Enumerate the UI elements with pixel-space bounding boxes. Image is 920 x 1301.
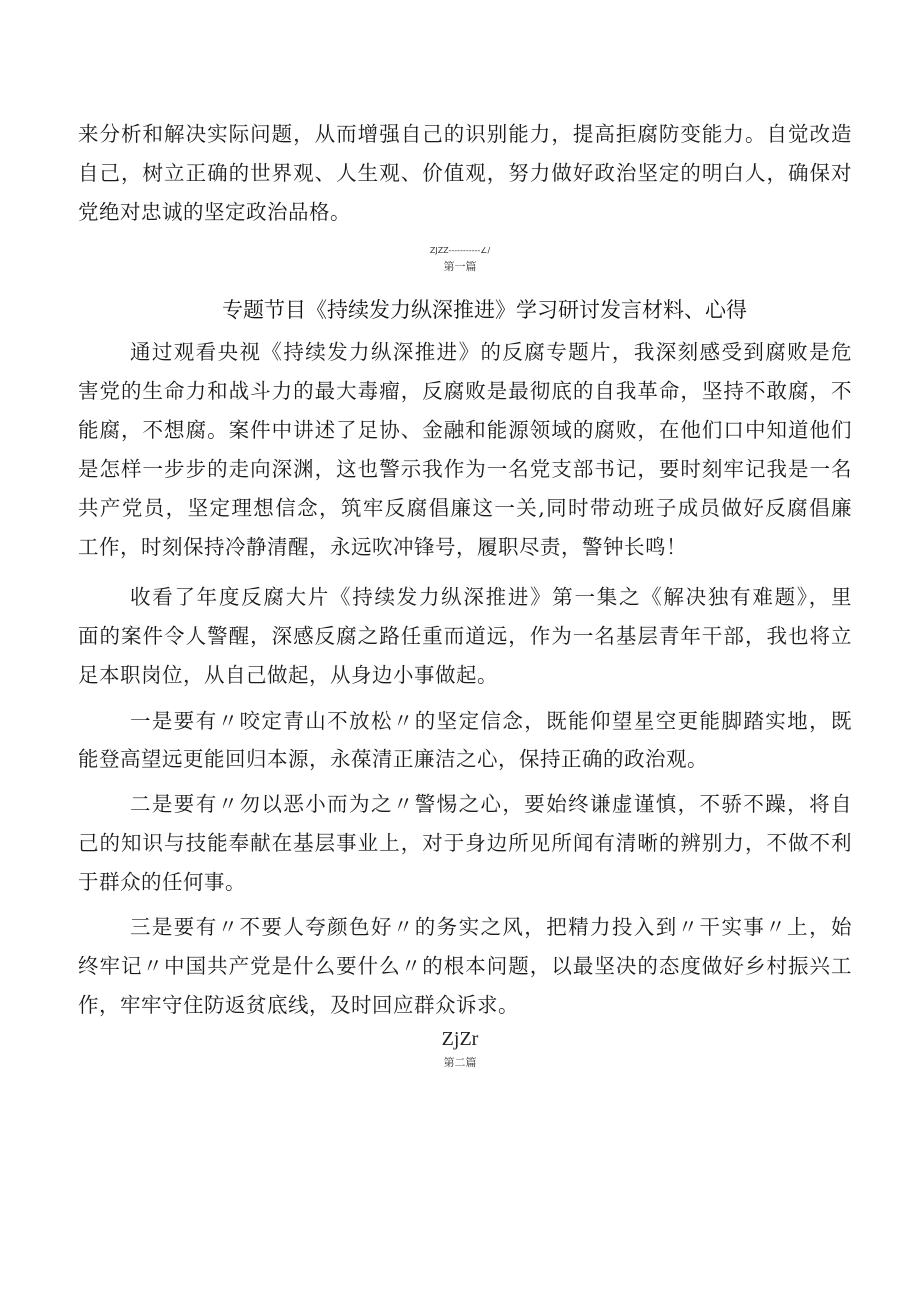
- text-line: 是怎样一步步的走向深渊，这也警示我作为一名党支部书记，要时刻牢记我是一名: [78, 457, 852, 481]
- section-mark: ZjZr: [441, 1028, 479, 1050]
- text-line: 一是要有〃咬定青山不放松〃的坚定信念，既能仰望星空更能脚踏实地，既: [130, 709, 852, 733]
- article-title: 专题节目《持续发力纵深推进》学习研讨发言材料、心得: [222, 298, 747, 322]
- text-line: 害党的生命力和战斗力的最大毒瘤，反腐败是最彻底的自我革命，坚持不敢腐，不: [78, 379, 852, 403]
- text-line: 能腐，不想腐。案件中讲述了足协、金融和能源领域的腐败，在他们口中知道他们: [78, 418, 852, 442]
- section-label: 第二篇: [443, 1056, 477, 1069]
- text-line: 终牢记〃中国共产党是什么要什么〃的根本问题，以最坚决的态度做好乡村振兴工: [78, 954, 852, 978]
- text-line: 收看了年度反腐大片《持续发力纵深推进》第一集之《解决独有难题》，里: [130, 585, 852, 609]
- text-line: 足本职岗位，从自己做起，从身边小事做起。: [78, 663, 498, 687]
- text-line: 己的知识与技能奉献在基层事业上，对于身边所见所闻有清晰的辨别力，不做不利: [78, 831, 852, 855]
- text-line: 三是要有〃不要人夸颜色好〃的务实之风，把精力投入到〃干实事〃上，始: [130, 915, 852, 939]
- section-mark: ZJZZ-----------∠/: [429, 246, 491, 255]
- text-line: 能登高望远更能回归本源，永葆清正廉洁之心，保持正确的政治观。: [78, 747, 708, 771]
- text-line: 面的案件令人警醒，深感反腐之路任重而道远，作为一名基层青年干部，我也将立: [78, 624, 852, 648]
- text-line: 工作，时刻保持冷静清醒，永远吹冲锋号，履职尽责，警钟长鸣！: [78, 535, 687, 559]
- text-line: 共产党员，坚定理想信念，筑牢反腐倡廉这一关,同时带动班子成员做好反腐倡廉: [78, 496, 852, 520]
- text-line: 党绝对忠诚的坚定政治品格。: [78, 200, 351, 224]
- section-label: 第一篇: [443, 260, 477, 273]
- text-line: 作，牢牢守住防返贫底线，及时回应群众诉求。: [78, 993, 519, 1017]
- text-line: 通过观看央视《持续发力纵深推进》的反腐专题片，我深刻感受到腐败是危: [130, 340, 852, 364]
- text-line: 来分析和解决实际问题，从而增强自己的识别能力，提高拒腐防变能力。自觉改造: [78, 122, 852, 146]
- text-line: 自己，树立正确的世界观、人生观、价值观，努力做好政治坚定的明白人，确保对: [78, 161, 852, 185]
- text-line: 于群众的任何事。: [78, 870, 246, 894]
- text-line: 二是要有〃勿以恶小而为之〃警惕之心，要始终谦虚谨慎，不骄不躁，将自: [130, 792, 852, 816]
